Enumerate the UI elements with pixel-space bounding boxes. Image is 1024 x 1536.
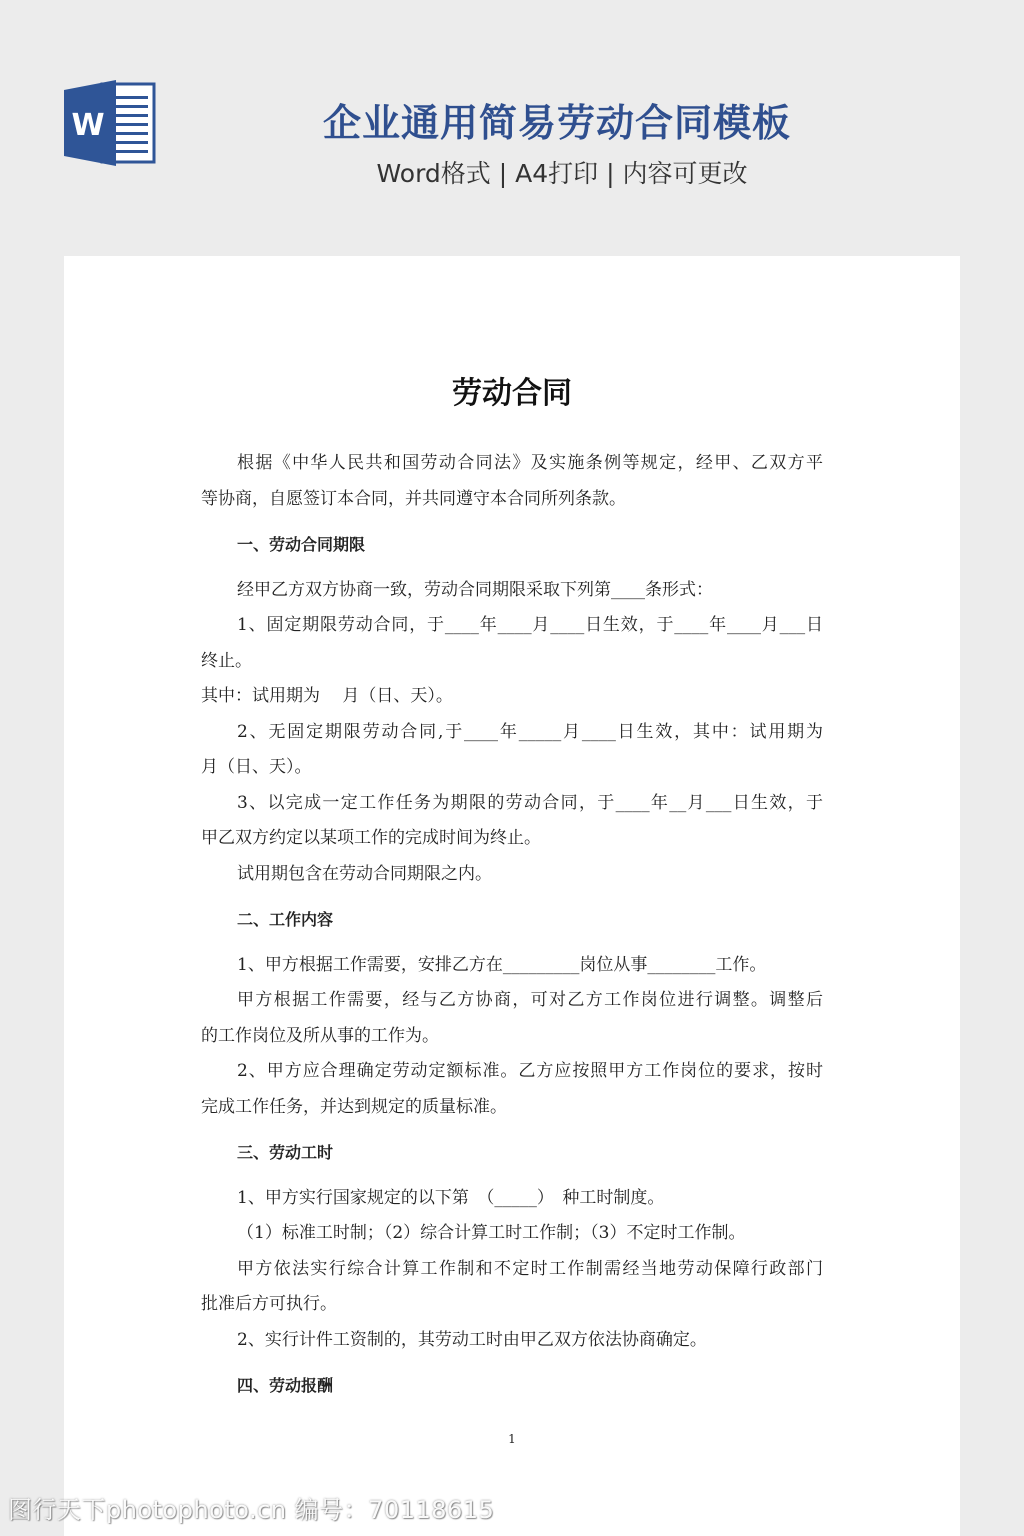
header-subtitle: Word格式 | A4打印 | 内容可更改 (376, 159, 748, 188)
paragraph-line: 根据《中华人民共和国劳动合同法》及实施条例等规定，经甲、乙双方平 (237, 453, 823, 473)
paragraph-line: 批准后方可执行。 (201, 1294, 337, 1314)
paragraph-line: （1）标准工时制；（2）综合计算工时工作制；（3）不定时工作制。 (237, 1223, 746, 1243)
paragraph-line: 1、甲方实行国家规定的以下第 （_____） 种工时制度。 (237, 1187, 665, 1208)
header-title: 企业通用简易劳动合同模板 (322, 101, 791, 145)
document-page (64, 256, 960, 1536)
paragraph-line: 完成工作任务，并达到规定的质量标准。 (201, 1096, 507, 1117)
word-icon-letter: W (71, 108, 105, 143)
section-heading: 三、劳动工时 (237, 1143, 334, 1162)
paragraph-line: 的工作岗位及所从事的工作为。 (201, 1025, 439, 1046)
paragraph-line: 3、以完成一定工作任务为期限的劳动合同，于____年__月___日生效，于 (237, 792, 823, 813)
paragraph-line: 1、甲方根据工作需要，安排乙方在_________岗位从事________工作。 (237, 954, 767, 975)
paragraph-line: 1、固定期限劳动合同，于____年____月____日生效，于____年____月___日 (237, 615, 823, 635)
section-heading: 四、劳动报酬 (237, 1376, 334, 1395)
paragraph-line: 终止。 (201, 650, 252, 671)
watermark: 图行天下photophoto.cn 编号：70118615 (8, 1496, 495, 1524)
paragraph-line: 2、实行计件工资制的，其劳动工时由甲乙双方依法协商确定。 (237, 1329, 707, 1350)
section-heading: 二、工作内容 (237, 910, 334, 929)
paragraph-line: 经甲乙方双方协商一致，劳动合同期限采取下列第____条形式： (237, 579, 713, 600)
section-heading: 一、劳动合同期限 (237, 535, 366, 554)
header (0, 0, 1024, 256)
paragraph-line: 月（日、天）。 (201, 757, 312, 777)
page-number: 1 (508, 1432, 516, 1446)
paragraph-line: 2、无固定期限劳动合同,于____年_____月____日生效，其中：试用期为 (237, 721, 823, 742)
paragraph-line: 甲方根据工作需要，经与乙方协商，可对乙方工作岗位进行调整。调整后 (237, 990, 823, 1010)
paragraph-line: 其中：试用期为 月（日、天）。 (201, 686, 453, 706)
paragraph-line: 试用期包含在劳动合同期限之内。 (237, 863, 492, 884)
paragraph-line: 甲方依法实行综合计算工作制和不定时工作制需经当地劳动保障行政部门 (237, 1258, 823, 1279)
document-title: 劳动合同 (452, 376, 572, 411)
paragraph-line: 2、甲方应合理确定劳动定额标准。乙方应按照甲方工作岗位的要求，按时 (237, 1061, 823, 1081)
document-body (201, 446, 823, 1414)
paragraph-line: 等协商，自愿签订本合同，并共同遵守本合同所列条款。 (201, 488, 626, 509)
paragraph-line: 甲乙双方约定以某项工作的完成时间为终止。 (201, 828, 541, 848)
